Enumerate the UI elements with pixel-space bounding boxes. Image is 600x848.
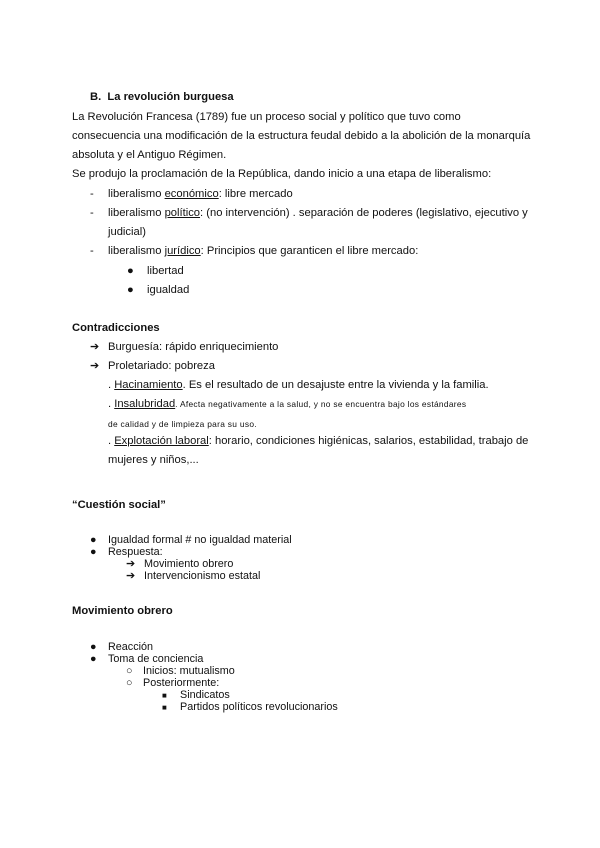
list-item: ● Igualdad formal # no igualdad material [90,534,292,546]
bullet-icon: ● [90,641,97,653]
arrow-icon: ➔ [90,341,100,353]
arrow-icon: ➔ [126,558,136,570]
bullet-icon: ● [90,534,97,546]
section-letter: B. [90,91,102,103]
list-item: ■ Partidos políticos revolucionarios [162,701,338,713]
arrow-icon: ➔ [126,570,136,582]
insalubridad-line-cont: de calidad y de limpieza para su uso. [108,419,257,429]
hacinamiento-line: . Hacinamiento. Es el resultado de un desajuste entre la vivienda y la familia. [108,379,489,391]
bullet-icon: ● [127,284,134,296]
paragraph-line: Se produjo la proclamación de la República, dando inicio a una etapa de liberalismo: [72,168,492,180]
arrow-icon: ➔ [90,360,100,372]
section-b-heading [90,90,234,104]
list-item: ■ Sindicatos [162,689,230,701]
square-bullet-icon: ■ [162,703,167,712]
cuestion-social-heading: “Cuestión social” [72,499,166,511]
bullet-icon: ● [90,546,97,558]
movimiento-obrero-heading: Movimiento obrero [72,605,173,617]
liberalism-political-cont: judicial) [108,226,146,238]
dash-bullet: - [90,188,94,200]
bullet-icon: ● [90,653,97,665]
list-item: ➔ Movimiento obrero [126,558,234,570]
insalubridad-line: . Insalubridad. Afecta negativamente a la salud, y no se encuentra bajo los estándares [108,398,467,410]
section-title: La revolución burguesa [107,91,234,103]
square-bullet-icon: ■ [162,691,167,700]
list-item: ● libertad [127,265,184,277]
list-item: ○ Posteriormente: [126,677,220,689]
list-item: ➔ Burguesía: rápido enriquecimiento [90,341,279,353]
paragraph-line: absoluta y el Antiguo Régimen. [72,149,227,161]
dash-bullet: - [90,207,94,219]
bullet-icon: ● [127,265,134,277]
liberalism-economic: liberalismo económico: libre mercado [108,188,293,200]
list-item: ● Reacción [90,641,154,653]
dash-bullet: - [90,245,94,257]
explotacion-line-cont: mujeres y niños,... [108,454,199,466]
liberalism-juridical: liberalismo jurídico: Principios que garanticen el libre mercado: [108,245,419,257]
circle-bullet-icon: ○ [126,665,133,677]
list-item: ● Respuesta: [90,546,163,558]
circle-bullet-icon: ○ [126,677,133,689]
list-item: ● igualdad [127,284,190,296]
explotacion-line: . Explotación laboral: horario, condiciones higiénicas, salarios, estabilidad, trabajo de [108,435,529,447]
paragraph-line: La Revolución Francesa (1789) fue un proceso social y político que tuvo como [72,111,461,123]
liberalism-political: liberalismo político: (no intervención) . separación de poderes (legislativo, ejecutivo y [108,207,528,219]
paragraph-line: consecuencia una modificación de la estructura feudal debido a la abolición de la monarquía [72,130,531,142]
list-item: ➔ Intervencionismo estatal [126,570,261,582]
list-item: ➔ Proletariado: pobreza [90,360,215,372]
list-item: ○ Inicios: mutualismo [126,665,235,677]
contradicciones-heading: Contradicciones [72,322,160,334]
list-item: ● Toma de conciencia [90,653,204,665]
